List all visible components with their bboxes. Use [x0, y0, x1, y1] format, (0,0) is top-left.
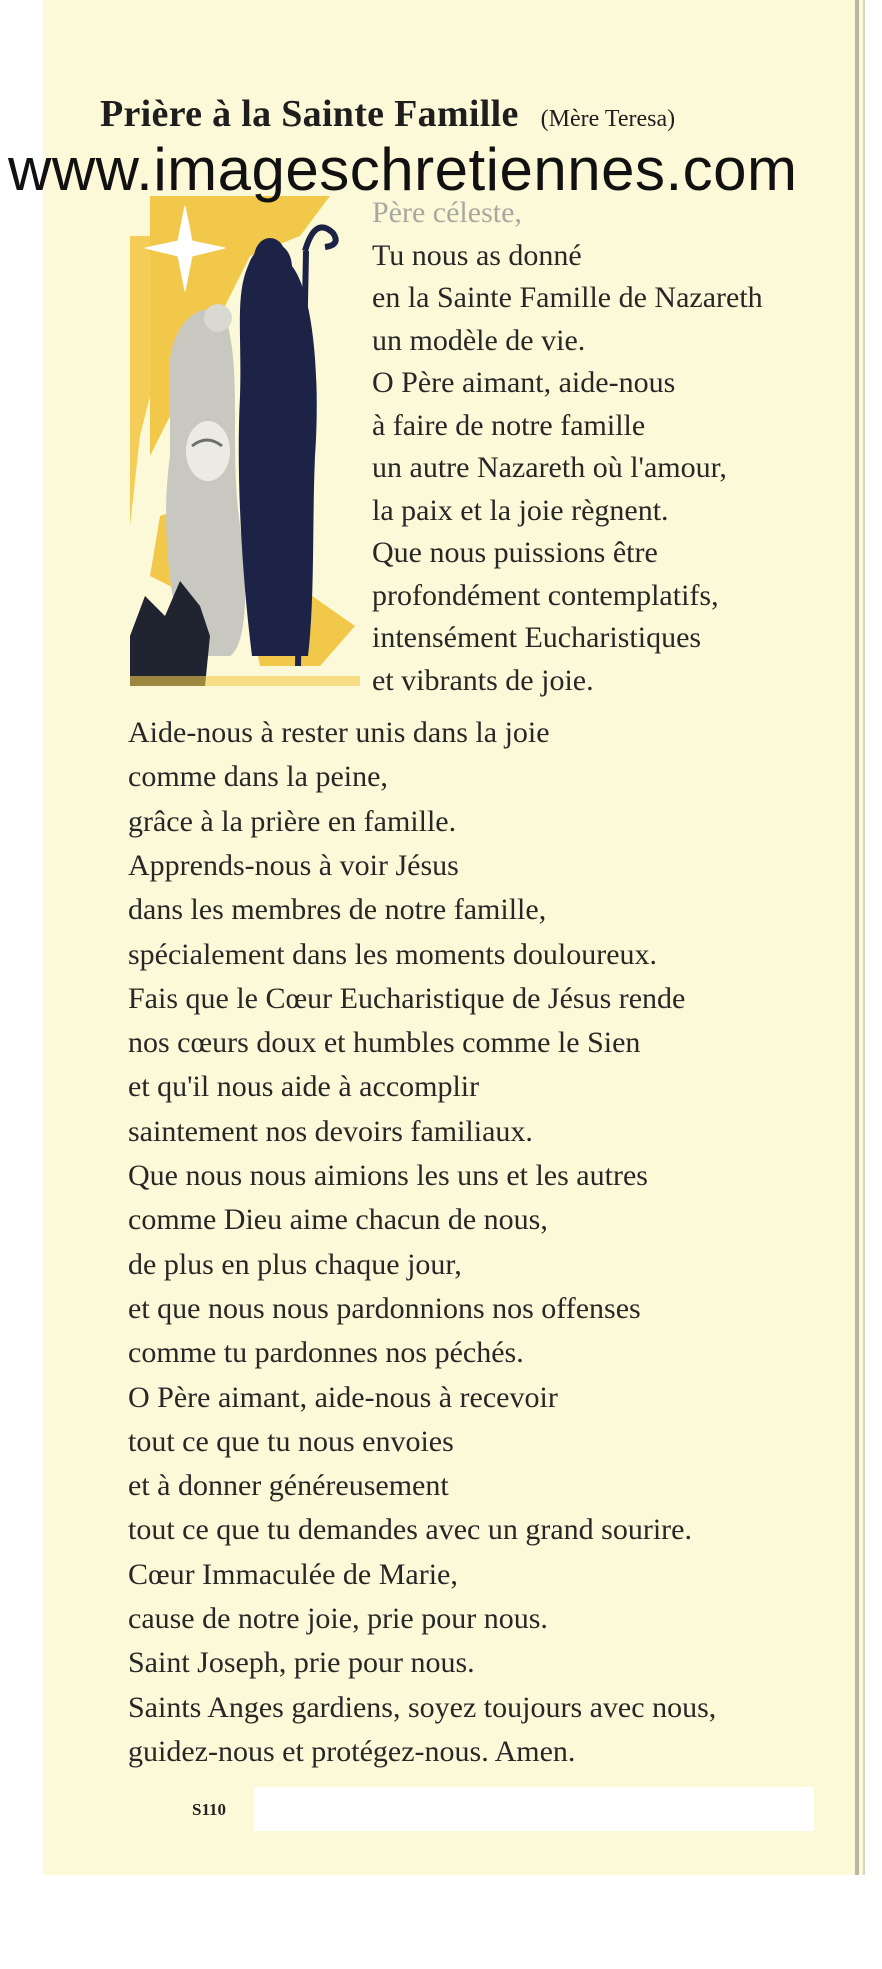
prayer-line: Cœur Immaculée de Marie, [128, 1557, 458, 1591]
prayer-line: dans les membres de notre famille, [128, 893, 547, 927]
prayer-line: un modèle de vie. [372, 323, 586, 357]
prayer-line: en la Sainte Famille de Nazareth [372, 281, 763, 314]
prayer-line: O Père aimant, aide-nous [372, 366, 676, 399]
prayer-line: et à donner généreusement [128, 1469, 449, 1503]
prayer-line: saintement nos devoirs familiaux. [128, 1114, 533, 1148]
prayer-line: comme tu pardonnes nos péchés. [128, 1336, 524, 1370]
prayer-title: Prière à la Sainte Famille [100, 93, 519, 135]
prayer-line: comme dans la peine, [128, 760, 388, 794]
prayer-author: (Mère Teresa) [540, 106, 676, 132]
prayer-line: tout ce que tu demandes avec un grand sourire. [128, 1513, 692, 1547]
prayer-line: Saints Anges gardiens, soyez toujours avec nous, [128, 1690, 717, 1724]
prayer-line: et vibrants de joie. [372, 663, 594, 697]
prayer-line: comme Dieu aime chacun de nous, [128, 1203, 548, 1237]
prayer-line: spécialement dans les moments douloureux. [128, 937, 658, 971]
blank-label-area [254, 1787, 814, 1831]
prayer-line: Que nous nous aimions les uns et les autres [128, 1159, 648, 1192]
prayer-line: Tu nous as donné [372, 238, 582, 272]
prayer-line: guidez-nous et protégez-nous. Amen. [128, 1734, 576, 1768]
prayer-line: Père céleste, [372, 196, 522, 229]
prayer-line: O Père aimant, aide-nous à recevoir [128, 1380, 558, 1414]
prayer-line: Aide-nous à rester unis dans la joie [128, 716, 550, 749]
prayer-line: cause de notre joie, prie pour nous. [128, 1602, 548, 1635]
prayer-line: grâce à la prière en famille. [128, 804, 457, 838]
prayer-line: profondément contemplatifs, [372, 578, 719, 612]
prayer-line: tout ce que tu nous envoies [128, 1424, 454, 1458]
prayer-line: Saint Joseph, prie pour nous. [128, 1646, 475, 1680]
prayer-line: Fais que le Cœur Eucharistique de Jésus rende [128, 981, 686, 1015]
prayer-line: intensément Eucharistiques [372, 621, 702, 654]
prayer-line: nos cœurs doux et humbles comme le Sien [128, 1026, 641, 1060]
prayer-line: et qu'il nous aide à accomplir [128, 1070, 480, 1104]
prayer-line: Apprends-nous à voir Jésus [128, 848, 459, 882]
prayer-line: la paix et la joie règnent. [372, 493, 669, 527]
watermark-url: www.imageschretiennes.com [8, 136, 798, 203]
prayer-line: Que nous puissions être [372, 536, 658, 569]
prayer-line: un autre Nazareth où l'amour, [372, 451, 727, 484]
card-code: S110 [192, 1800, 227, 1819]
prayer-line: et que nous nous pardonnions nos offenses [128, 1291, 641, 1325]
prayer-line: à faire de notre famille [372, 408, 646, 442]
prayer-line: de plus en plus chaque jour, [128, 1247, 462, 1281]
